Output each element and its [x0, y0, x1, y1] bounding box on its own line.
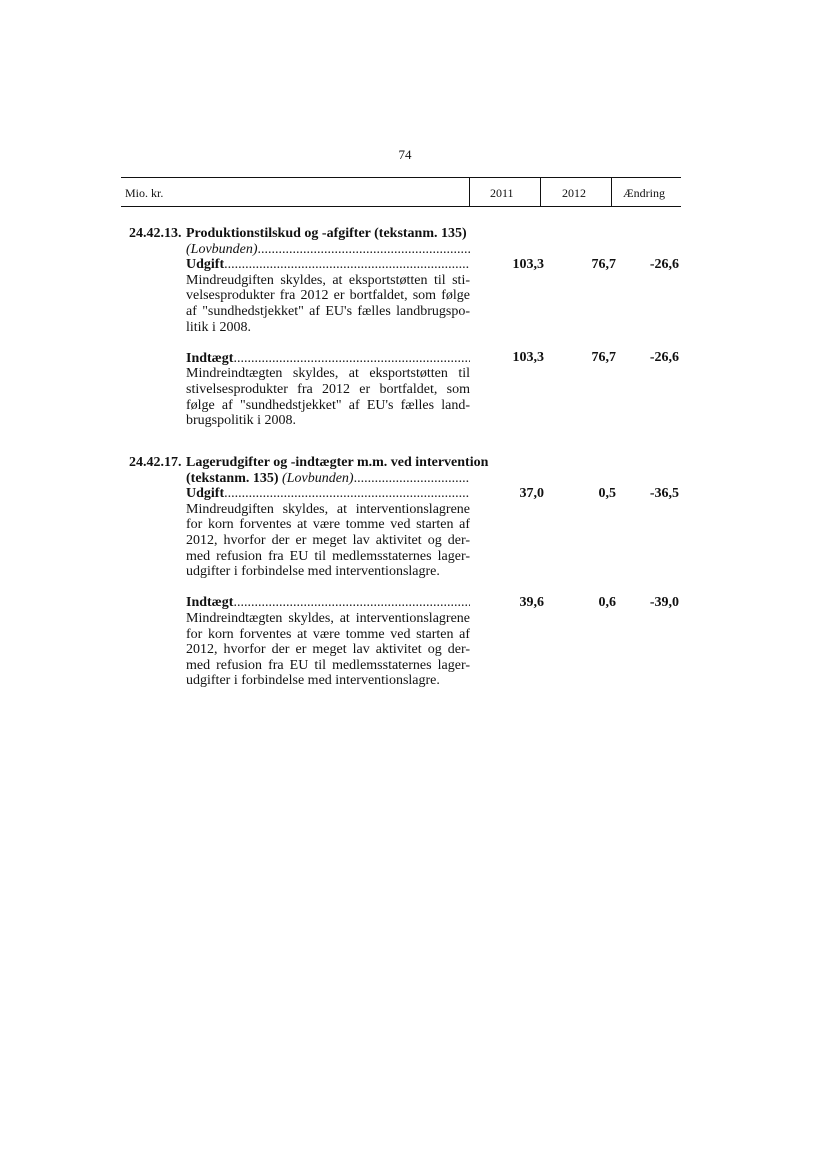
item-text: udgifter i forbindelse med interventionslagre. — [186, 673, 440, 689]
item-text: med refusion fra EU til medlemsstaternes lager- — [186, 657, 470, 673]
item-text: 2012, hvorfor der er meget lav aktivitet og der- — [186, 532, 470, 548]
value-2012: 76,7 — [591, 257, 616, 272]
item-label-line: Indtægt ..... — [186, 351, 470, 367]
item-text: velsesprodukter fra 2012 er bortfaldet, som følge — [186, 288, 470, 304]
item-label-line: Udgift ..... — [186, 486, 470, 502]
item-text: af "sundhedstjekket" af EU's fælles landbrugspo- — [186, 303, 470, 319]
spacer — [186, 580, 470, 596]
page-number: 74 — [398, 147, 412, 162]
item-text: Mindreudgiften skyldes, at interventionslagrene — [186, 501, 470, 517]
value-2012: 0,5 — [598, 486, 616, 501]
section-number: 24.42.17. — [129, 455, 182, 470]
value-change: -26,6 — [649, 350, 679, 365]
header-divider — [540, 177, 541, 207]
header-divider — [469, 177, 470, 207]
section-body — [186, 242, 470, 429]
subtitle-line: (Lovbunden) ..... — [186, 242, 470, 258]
item-text: 2012, hvorfor der er meget lav aktivitet og der- — [186, 642, 470, 658]
item-text: for korn forventes at være tomme ved starten af — [186, 517, 470, 533]
header-top-rule — [121, 177, 681, 178]
item-text: stivelsesprodukter fra 2012 er bortfaldet, som — [186, 381, 470, 397]
header-2011: 2011 — [490, 186, 514, 200]
section-title: Produktionstilskud og -afgifter (tekstanm. 135) — [186, 226, 467, 241]
value-change: -36,5 — [649, 486, 679, 501]
item-label-line: Indtægt ..... — [186, 595, 470, 611]
item-text: Mindreindtægten skyldes, at eksportstøtten til — [186, 366, 470, 382]
header-change: Ændring — [623, 186, 665, 200]
value-change: -39,0 — [649, 595, 679, 610]
item-label-line: Udgift ..... — [186, 257, 470, 273]
item-text: følge af "sundhedstjekket" af EU's fælles land- — [186, 397, 470, 413]
section-number: 24.42.13. — [129, 226, 182, 241]
item-text: brugspolitik i 2008. — [186, 413, 297, 429]
item-text: Mindreudgiften skyldes, at eksportstøtten til sti- — [186, 272, 470, 288]
section-body — [186, 471, 470, 689]
header-bottom-rule — [121, 206, 681, 207]
section-title: Lagerudgifter og -indtægter m.m. ved intervention — [186, 455, 489, 470]
value-change: -26,6 — [649, 257, 679, 272]
spacer — [186, 335, 470, 351]
item-text: Mindreindtægten skyldes, at interventionslagrene — [186, 610, 470, 626]
value-2011: 37,0 — [519, 486, 544, 501]
item-text: for korn forventes at være tomme ved starten af — [186, 626, 470, 642]
value-2011: 39,6 — [519, 595, 544, 610]
value-2011: 103,3 — [512, 350, 544, 365]
value-2012: 76,7 — [591, 350, 616, 365]
header-2012: 2012 — [562, 186, 586, 200]
value-2012: 0,6 — [598, 595, 616, 610]
header-divider — [611, 177, 612, 207]
title-continuation-line: (tekstanm. 135) (Lovbunden) ..... — [186, 471, 470, 487]
item-text: litik i 2008. — [186, 319, 251, 335]
item-text: udgifter i forbindelse med interventionslagre. — [186, 564, 440, 580]
value-2011: 103,3 — [512, 257, 544, 272]
header-unit: Mio. kr. — [125, 186, 164, 200]
item-text: med refusion fra EU til medlemsstaternes lager- — [186, 548, 470, 564]
